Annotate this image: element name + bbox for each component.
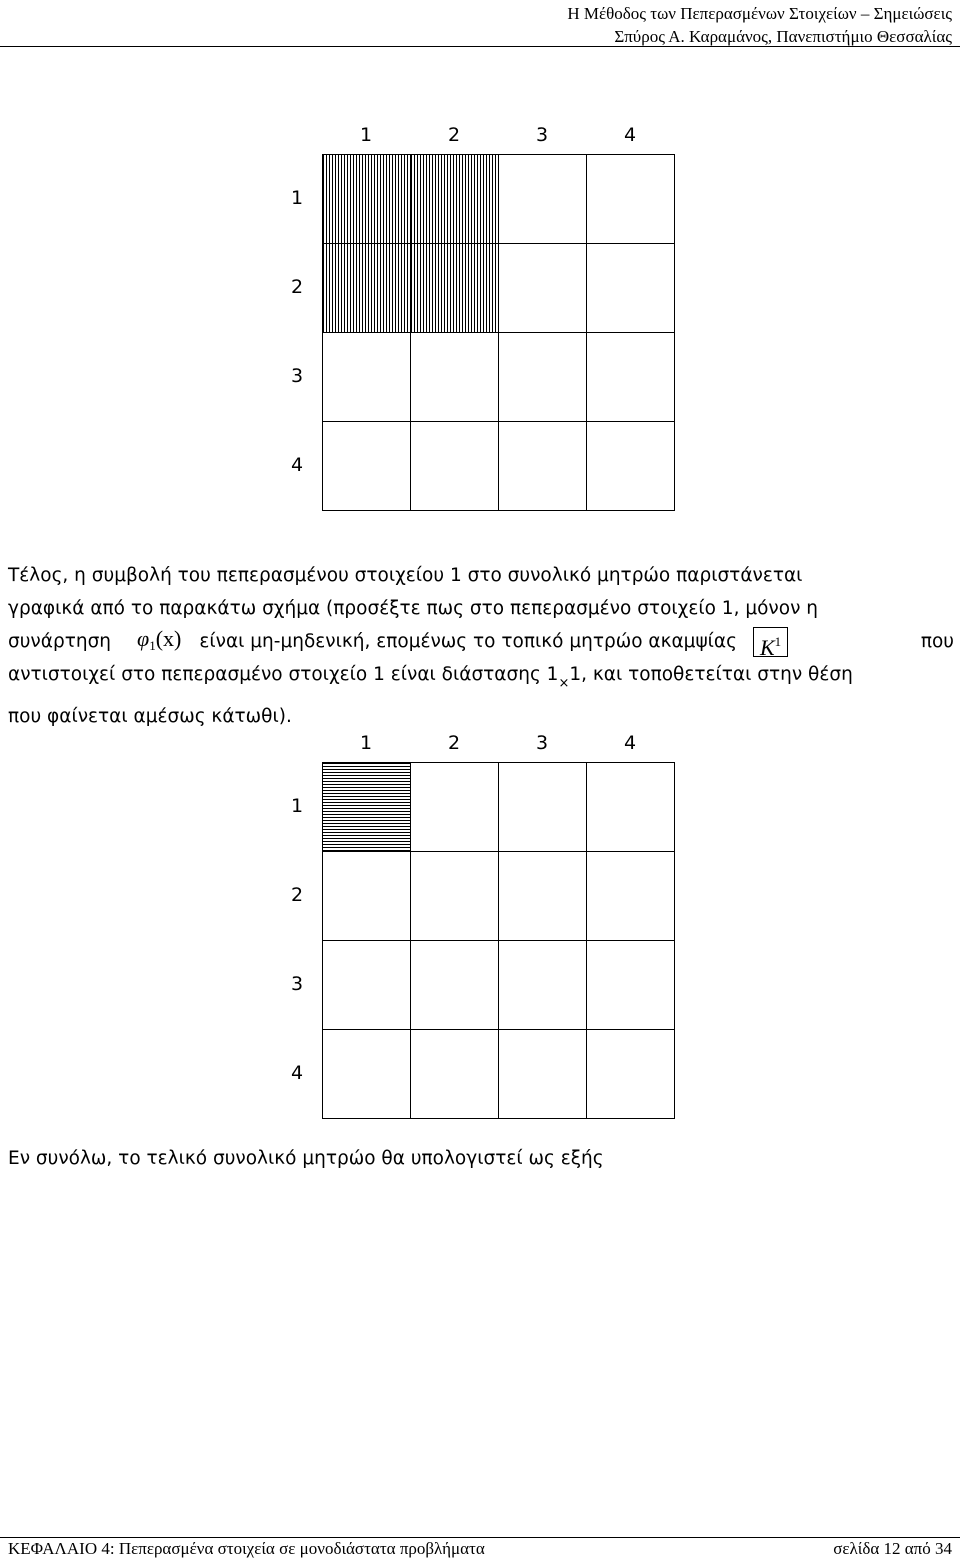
column-label: 4 — [623, 732, 637, 754]
row-label: 2 — [290, 276, 304, 298]
row-label: 1 — [290, 795, 304, 817]
k-superscript: 1 — [774, 633, 782, 649]
text-line — [8, 658, 954, 700]
text: που φαίνεται αμέσως κάτωθι). — [8, 706, 292, 727]
matrix-cell — [499, 852, 587, 941]
text: 1, και τοποθετείται στην θέση — [569, 664, 853, 685]
column-label: 1 — [359, 124, 373, 146]
phi-expression — [137, 622, 181, 662]
phi-symbol: φ — [137, 625, 150, 651]
chapter-title: ΚΕΦΑΛΑΙΟ 4: Πεπερασμένα στοιχεία σε μονοδιάστατα προβλήματα — [8, 1539, 485, 1558]
column-labels — [322, 732, 674, 762]
matrix-cell — [587, 763, 675, 852]
matrix-cell — [499, 333, 587, 422]
row-label: 4 — [290, 454, 304, 476]
text-line — [8, 1142, 954, 1175]
row-label: 2 — [290, 884, 304, 906]
matrix-grid — [322, 762, 675, 1119]
row-label: 1 — [290, 187, 304, 209]
row-label: 3 — [290, 973, 304, 995]
matrix-cell — [587, 852, 675, 941]
text: συνάρτηση — [8, 631, 112, 652]
column-label: 3 — [535, 124, 549, 146]
times-symbol: × — [558, 676, 570, 691]
matrix-cell — [411, 333, 499, 422]
stiffness-matrix-symbol — [753, 627, 788, 660]
row-label: 4 — [290, 1062, 304, 1084]
matrix-cell — [587, 244, 675, 333]
matrix-cell — [323, 333, 411, 422]
column-label: 2 — [447, 732, 461, 754]
matrix-grid — [322, 154, 675, 511]
matrix-cell — [323, 852, 411, 941]
text-line — [8, 592, 954, 625]
matrix-cell — [587, 155, 675, 244]
text-line — [8, 559, 954, 592]
matrix-cell — [587, 941, 675, 1030]
matrix-cell — [587, 333, 675, 422]
shaded-cell — [323, 763, 411, 852]
k-symbol: K — [759, 634, 775, 660]
text: που — [920, 631, 954, 652]
column-label: 3 — [535, 732, 549, 754]
column-label: 1 — [359, 732, 373, 754]
shaded-cell — [323, 244, 411, 333]
text-line — [8, 700, 954, 733]
matrix-cell — [499, 155, 587, 244]
header-author: Σπύρος Α. Καραμάνος, Πανεπιστήμιο Θεσσαλίας — [614, 27, 952, 46]
row-label: 3 — [290, 365, 304, 387]
matrix-cell — [499, 941, 587, 1030]
page-header — [567, 2, 952, 48]
text-line — [8, 625, 954, 658]
phi-argument: (x) — [155, 625, 182, 651]
matrix-cell — [587, 422, 675, 511]
phi-subscript: 1 — [149, 637, 156, 653]
matrix-cell — [411, 852, 499, 941]
matrix-cell — [499, 763, 587, 852]
shaded-cell — [411, 244, 499, 333]
matrix-cell — [499, 1030, 587, 1119]
matrix-cell — [411, 422, 499, 511]
column-label: 4 — [623, 124, 637, 146]
header-title: Η Μέθοδος των Πεπερασμένων Στοιχείων – Σημειώσεις — [567, 4, 952, 23]
text: αντιστοιχεί στο πεπερασμένο στοιχείο 1 είναι διάστασης 1 — [8, 664, 559, 685]
column-labels — [322, 124, 674, 154]
matrix-cell — [499, 422, 587, 511]
shaded-cell — [323, 155, 411, 244]
column-label: 2 — [447, 124, 461, 146]
text: Εν συνόλω, το τελικό συνολικό μητρώο θα υπολογιστεί ως εξής — [8, 1148, 604, 1169]
matrix-cell — [499, 244, 587, 333]
header-rule — [0, 46, 960, 47]
text: Τέλος, η συμβολή του πεπερασμένου στοιχείου 1 στο συνολικό μητρώο παριστάνεται — [8, 565, 803, 586]
paragraph-2 — [8, 1142, 954, 1175]
matrix-cell — [587, 1030, 675, 1119]
matrix-cell — [411, 763, 499, 852]
matrix-cell — [323, 1030, 411, 1119]
text: είναι μη-μηδενική, επομένως το τοπικό μητρώο ακαμψίας — [199, 631, 737, 652]
matrix-cell — [411, 1030, 499, 1119]
footer-rule — [0, 1537, 960, 1538]
shaded-cell — [411, 155, 499, 244]
matrix-cell — [323, 941, 411, 1030]
text: γραφικά από το παρακάτω σχήμα (προσέξτε πως στο πεπερασμένο στοιχείο 1, μόνον η — [8, 598, 819, 619]
page-number: σελίδα 12 από 34 — [833, 1539, 952, 1558]
page-footer — [8, 1539, 952, 1559]
paragraph-1 — [8, 559, 954, 733]
matrix-cell — [323, 422, 411, 511]
matrix-cell — [411, 941, 499, 1030]
